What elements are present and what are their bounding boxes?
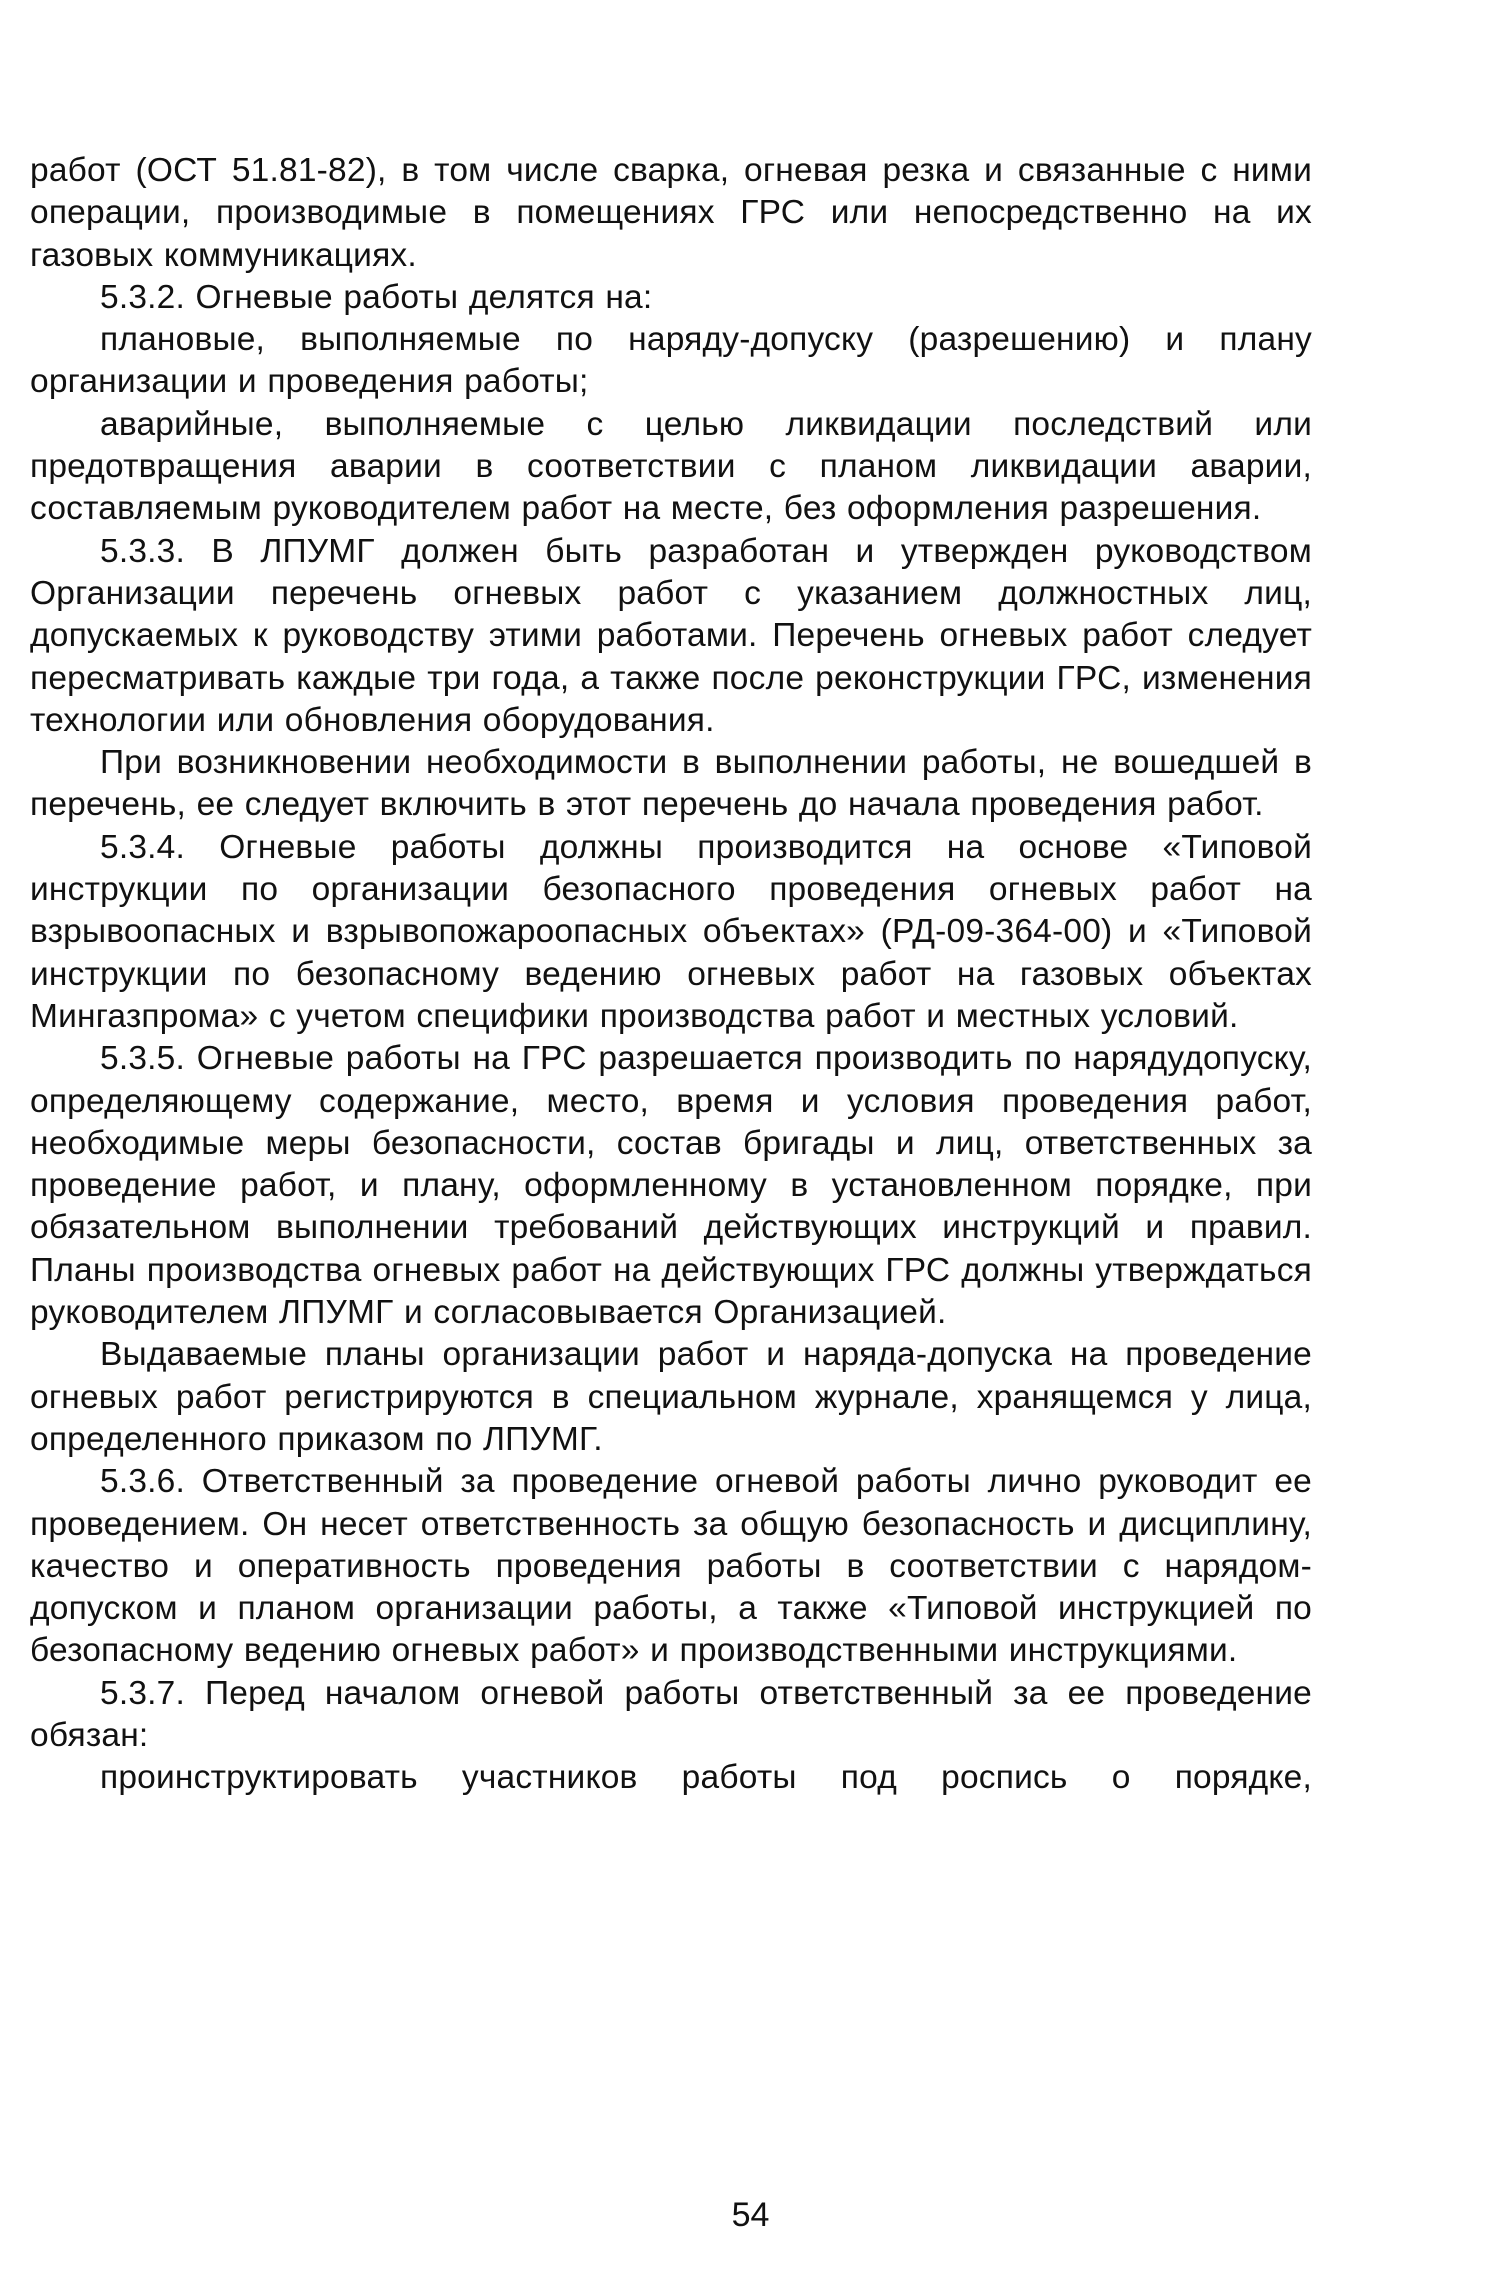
- paragraph-5-3-2: 5.3.2. Огневые работы делятся на:: [100, 278, 653, 316]
- page-number: 54: [731, 2196, 770, 2234]
- paragraph-5-3-6: 5.3.6. Ответственный за проведение огневой работы лично руководит ее проведением. Он несет ответственность за общую безопасность и дисциплину, качество и оперативность проведения работы в соответствии с нарядом-допуском и планом организации работы, а также «Типовой инструкцией по безопасному ведению огневых работ» и производственными инструкциями.: [30, 1463, 1312, 1670]
- paragraph-emergency-works: аварийные, выполняемые с целью ликвидации последствий или предотвращения аварии в соответствии с планом ликвидации аварии, составляемым руководителем работ на месте, без оформления разрешения.: [30, 405, 1312, 528]
- paragraph-continuation: работ (ОСТ 51.81-82), в том числе сварка, огневая резка и связанные с ними операции, производимые в помещениях ГРС или непосредственно на их газовых коммуникациях.: [30, 152, 1312, 274]
- paragraph-planned-works: плановые, выполняемые по наряду-допуску (разрешению) и плану организации и проведения работы;: [30, 321, 1312, 401]
- body-text: [30, 150, 1312, 1800]
- paragraph-5-3-3: 5.3.3. В ЛПУМГ должен быть разработан и утвержден руководством Организации перечень огневых работ с указанием должностных лиц, допускаемых к руководству этими работами. Перечень огневых работ следует пересматривать каждые три года, а также после реконструкции ГРС, изменения технологии или обновления оборудования.: [30, 532, 1312, 739]
- paragraph-5-3-5: 5.3.5. Огневые работы на ГРС разрешается производить по нарядудопуску, определяющему содержание, место, время и условия проведения работ, необходимые меры безопасности, состав бригады и лиц, ответственных за проведение работ, и плану, оформленному в установленном порядке, при обязательном выполнении требований действующих инструкций и правил. Планы производства огневых работ на действующих ГРС должны утверждаться руководителем ЛПУМГ и согласовывается Организацией.: [30, 1040, 1312, 1332]
- paragraph-plans-registration: Выдаваемые планы организации работ и наряда-допуска на проведение огневых работ регистрируются в специальном журнале, хранящемся у лица, определенного приказом по ЛПУМГ.: [30, 1336, 1312, 1458]
- paragraph-5-3-4: 5.3.4. Огневые работы должны производится на основе «Типовой инструкции по организации безопасного проведения огневых работ на взрывоопасных и взрывопожароопасных объектах» (РД-09-364-00) и «Типовой инструкции по безопасному ведению огневых работ на газовых объектах Мингазпрома» с учетом специфики производства работ и местных условий.: [30, 828, 1312, 1035]
- paragraph-instruct-participants: проинструктировать участников работы под роспись о порядке,: [100, 1759, 1312, 1797]
- paragraph-5-3-7: 5.3.7. Перед началом огневой работы ответственный за ее проведение обязан:: [30, 1674, 1312, 1754]
- paragraph-unlisted-work: При возникновении необходимости в выполнении работы, не вошедшей в перечень, ее следует включить в этот перечень до начала проведения работ.: [30, 744, 1312, 824]
